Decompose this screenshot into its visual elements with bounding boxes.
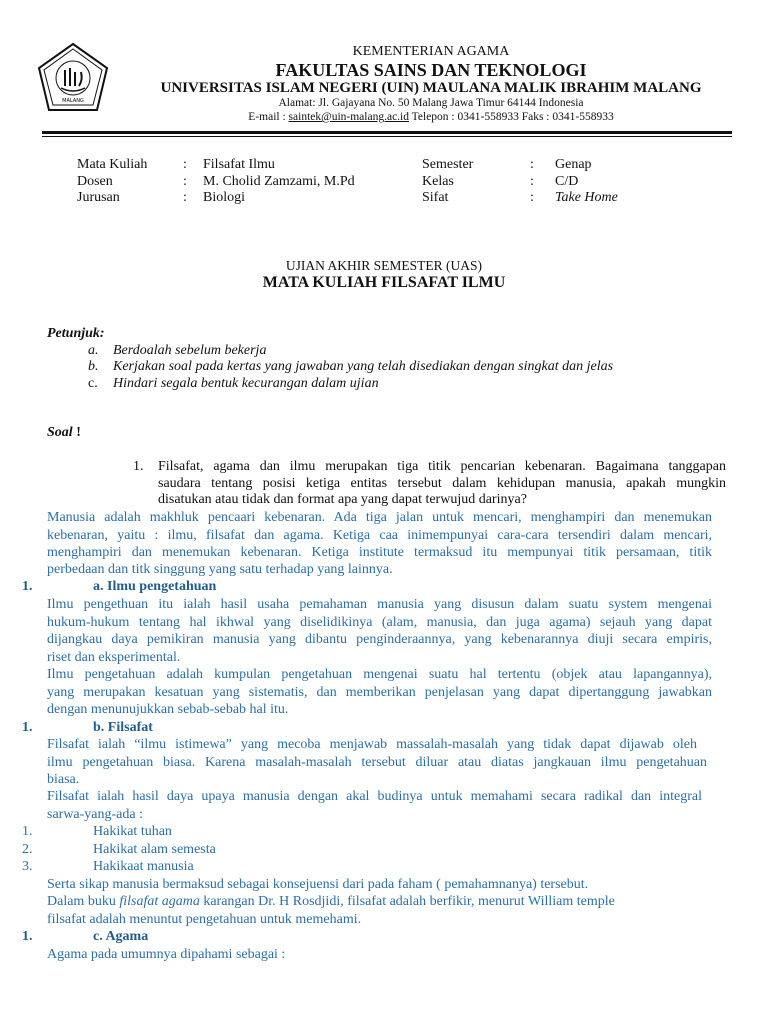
info-value: M. Cholid Zamzami, M.Pd — [203, 174, 355, 189]
book-title: filsafat agama — [119, 894, 200, 909]
answer-line: Agama pada umumnya dipahami sebagai : — [47, 947, 286, 962]
answer-line: sarwa-yang-ada : — [47, 807, 144, 822]
answer-line: dijangkau daya pemikiran manusia yang dibantu penginderaannya, yang kebenarannya diuji secara empiris, — [47, 632, 712, 647]
answer-line: yang merupakan kesatuan yang sistematis, dan memberikan penjelasan yang dapat dipertanggung jawabkan — [47, 685, 712, 700]
exam-title: UJIAN AKHIR SEMESTER (UAS) — [285, 258, 483, 273]
instructions-heading: Petunjuk: — [47, 326, 105, 341]
answer-line: Ilmu pengethuan itu ialah hasil usaha pemahaman manusia yang disusun dalam suatu system mengenai — [47, 597, 712, 612]
section-heading-filsafat: b. Filsafat — [93, 720, 153, 735]
soal-heading — [47, 424, 81, 441]
info-label: Kelas — [422, 174, 454, 189]
answer-line: Filsafat ialah “ilmu istimewa” yang mecoba menjawab massalah-masalah yang tidak dapat dijawab oleh — [47, 737, 697, 752]
answer-line: filsafat adalah menuntut pengetahuan untuk memehami. — [47, 912, 362, 927]
list-item: Hakikaat manusia — [93, 859, 194, 874]
address: Alamat: Jl. Gajayana No. 50 Malang Jawa Timur 64144 Indonesia — [278, 97, 584, 109]
colon: : — [183, 157, 187, 172]
answer-line: Serta sikap manusia bermaksud sebagai konsejuensi dari pada faham ( pemahamnanya) tersebut. — [47, 877, 589, 892]
list-item: Hakikat alam semesta — [93, 842, 216, 857]
info-value: Genap — [555, 157, 592, 172]
header-divider — [42, 131, 732, 134]
soal-label: Soal — [47, 425, 73, 440]
instruction-item: Kerjakan soal pada kertas yang jawaban yang telah disediakan dengan singkat dan jelas — [113, 359, 614, 374]
faculty-name: FAKULTAS SAINS DAN TEKNOLOGI — [275, 60, 587, 80]
colon: : — [530, 174, 534, 189]
instruction-mark: c. — [88, 376, 98, 391]
answer-line: kebenaran, yaitu : ilmu, filsafat dan agama. Ketiga caa inimempunyai cara-cara tersendiri dalam mencari, — [47, 528, 712, 543]
question-number: 1. — [133, 459, 144, 474]
info-value: Take Home — [555, 190, 618, 205]
question-line: saudara tentang posisi ketiga entitas tersebut dalam kehidupan manusia, apakah mungkin — [158, 476, 726, 491]
info-value: Biologi — [203, 190, 246, 205]
info-label: Jurusan — [77, 190, 120, 205]
info-label: Mata Kuliah — [77, 157, 148, 172]
phone-fax: Telepon : 0341-558933 Faks : 0341-558933 — [409, 111, 614, 123]
text: karangan Dr. H Rosdjidi, filsafat adalah berfikir, menurut William temple — [199, 894, 615, 909]
info-label: Semester — [422, 157, 474, 172]
answer-line: Filsafat ialah hasil daya upaya manusia dengan akal budinya untuk memahami secara radikal dan integral — [47, 789, 702, 804]
text: Dalam buku — [47, 894, 120, 909]
section-number: 1. — [22, 720, 33, 735]
answer-line: menghampiri dan menemukan kebenaran. Ketiga institute termaksud itu mempunyai titik persamaan, titik — [47, 545, 712, 560]
section-heading-agama: c. Agama — [93, 929, 149, 944]
answer-line: riset dan eksperimental. — [47, 650, 181, 665]
answer-line: Manusia adalah makhluk pencaari kebenaran. Ada tiga jalan untuk mencari, menghampiri dan menemukan — [47, 510, 712, 525]
ministry-name: KEMENTERIAN AGAMA — [352, 44, 510, 59]
instruction-item: Berdoalah sebelum bekerja — [113, 343, 267, 358]
question-line: disatukan atau tidak dan format apa yang dapat terwujud darinya? — [158, 492, 527, 507]
answer-line: hukum-hukum tentang hal ikhwal yang diselidikinya (alam, manusia, dan juga agama) sejauh yang dapat — [47, 615, 712, 630]
instruction-mark: b. — [88, 359, 99, 374]
instruction-mark: a. — [88, 343, 99, 358]
soal-bang: ! — [72, 425, 81, 440]
answer-line — [47, 893, 615, 910]
answer-line: ilmu pengetahuan biasa. Karena masalah-masalah tersebut diluar atau diatas jangkauan ilmu pengetahuan — [47, 755, 707, 770]
email-link[interactable]: saintek@uin-malang.ac.id — [288, 111, 409, 123]
header-divider-thin — [42, 136, 732, 137]
answer-line: biasa. — [47, 772, 80, 787]
svg-text:MALANG: MALANG — [62, 98, 84, 104]
info-value: Filsafat Ilmu — [203, 157, 275, 172]
info-label: Sifat — [422, 190, 449, 205]
section-number: 1. — [22, 929, 33, 944]
email-label: E-mail : — [248, 111, 289, 123]
list-number: 1. — [22, 824, 33, 839]
university-name: UNIVERSITAS ISLAM NEGERI (UIN) MAULANA MALIK IBRAHIM MALANG — [160, 80, 702, 96]
answer-line: dengan menunujukkan sebab-sebab hal itu. — [47, 702, 289, 717]
colon: : — [530, 190, 534, 205]
answer-line: Ilmu pengetahuan adalah kumpulan pengetahuan mengenai suatu hal tertentu (objek atau lapangannya), — [47, 667, 712, 682]
contact-line — [0, 111, 768, 123]
section-number: 1. — [22, 579, 33, 594]
colon: : — [183, 174, 187, 189]
exam-subtitle: MATA KULIAH FILSAFAT ILMU — [262, 274, 506, 291]
colon: : — [183, 190, 187, 205]
info-label: Dosen — [77, 174, 113, 189]
answer-line: perbedaan dan titk singgung yang satu terhadap yang lainnya. — [47, 562, 393, 577]
section-heading-ilmu: a. Ilmu pengetahuan — [93, 579, 217, 594]
question-line: Filsafat, agama dan ilmu merupakan tiga titik pencarian kebenaran. Bagaimana tanggapan — [158, 459, 726, 474]
list-number: 2. — [22, 842, 33, 857]
list-item: Hakikat tuhan — [93, 824, 172, 839]
list-number: 3. — [22, 859, 33, 874]
instruction-item: Hindari segala bentuk kecurangan dalam ujian — [113, 376, 379, 391]
colon: : — [530, 157, 534, 172]
info-value: C/D — [555, 174, 579, 189]
